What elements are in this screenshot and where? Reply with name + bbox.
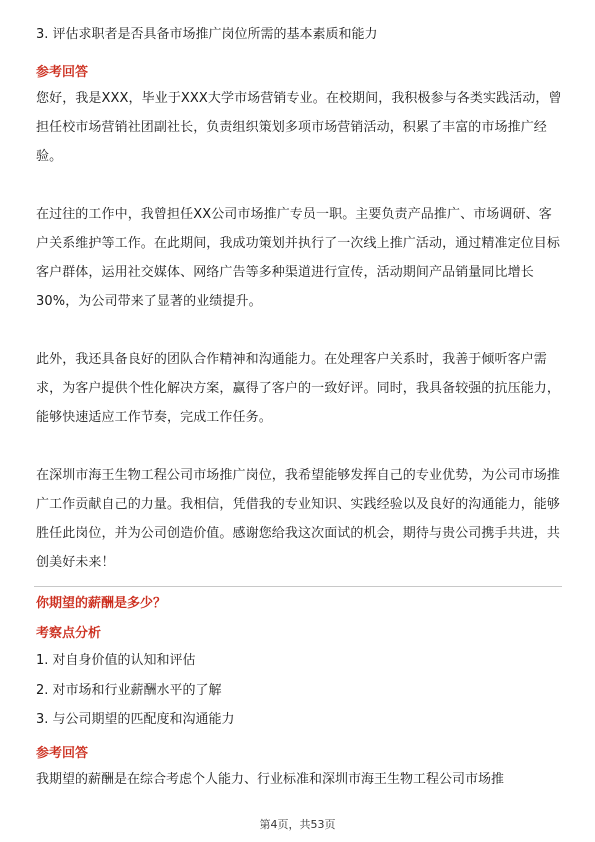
page-number: 第4页，共53页: [259, 818, 336, 831]
reference-answer-heading-2: 参考回答: [36, 746, 89, 761]
evaluation-point-3: 3. 评估求职者是否具备市场推广岗位所需的基本素质和能力: [36, 27, 378, 42]
analysis-point-1: 1. 对自身价值的认知和评估: [36, 653, 196, 668]
analysis-point-3: 3. 与公司期望的匹配度和沟通能力: [36, 712, 235, 727]
analysis-heading: 考察点分析: [36, 626, 102, 641]
question-title: 你期望的薪酬是多少？: [36, 596, 167, 611]
section-divider: [34, 586, 562, 587]
answer-paragraph-2: 在过往的工作中，我曾担任XX公司市场推广专员一职。主要负责产品推广、市场调研、客户关系维护等工作。在此期间，我成功策划并执行了一次线上推广活动，通过精准定位目标客户群体，运用社交媒体、网络广告等多种渠道进行宣传，活动期间产品销量同比增长30%，为公司带来了显著的业绩提升。: [36, 207, 561, 309]
answer-start: 我期望的薪酬是在综合考虑个人能力、行业标准和深圳市海王生物工程公司市场推: [36, 772, 505, 787]
reference-answer-heading: 参考回答: [36, 65, 89, 80]
answer-paragraph-4: 在深圳市海王生物工程公司市场推广岗位，我希望能够发挥自己的专业优势，为公司市场推广工作贡献自己的力量。我相信，凭借我的专业知识、实践经验以及良好的沟通能力，能够胜任此岗位，并为公司创造价值。感谢您给我这次面试的机会，期待与贵公司携手共进，共创美好未来！: [36, 468, 561, 570]
answer-paragraph-1: 您好，我是XXX，毕业于XXX大学市场营销专业。在校期间，我积极参与各类实践活动，曾担任校市场营销社团副社长，负责组织策划多项市场营销活动，积累了丰富的市场推广经验。: [36, 91, 562, 164]
answer-paragraph-3: 此外，我还具备良好的团队合作精神和沟通能力。在处理客户关系时，我善于倾听客户需求，为客户提供个性化解决方案，赢得了客户的一致好评。同时，我具备较强的抗压能力，能够快速适应工作节奏，完成工作任务。: [36, 352, 561, 425]
analysis-point-2: 2. 对市场和行业薪酬水平的了解: [36, 683, 222, 698]
